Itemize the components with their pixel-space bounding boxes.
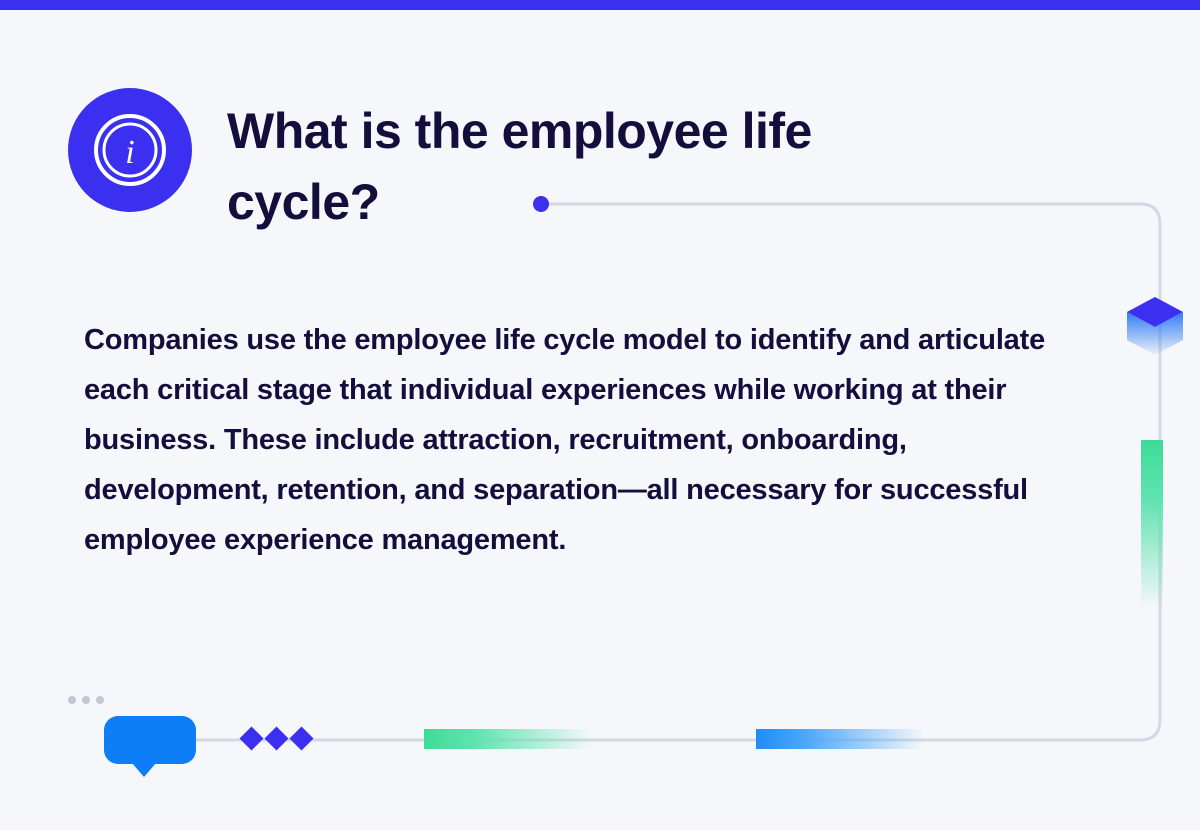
diamond-markers [243,730,310,747]
diamond-marker [289,726,313,750]
ellipsis-dot [96,696,104,704]
top-accent-bar [0,0,1200,10]
vertical-gradient-bar [1141,440,1163,608]
blue-gradient-bar [756,729,924,749]
diamond-marker [264,726,288,750]
cube-icon [1125,295,1185,357]
ellipsis-dot [82,696,90,704]
svg-text:i: i [125,134,135,171]
connector-node-dot [533,196,549,212]
ellipsis-dot [68,696,76,704]
body-paragraph: Companies use the employee life cycle model to identify and articulate each critical stage that individual experiences while working at their business. These include attraction, recruitment, onboarding, development, retention, and separation—all necessary for successful employee experience management. [84,324,1045,556]
diamond-marker [239,726,263,750]
ellipsis-dots [68,696,104,704]
info-circle-icon [68,88,192,212]
green-gradient-bar [424,729,592,749]
chat-bubble-icon [104,716,196,764]
page-title: What is the employee life cycle? [227,103,812,230]
